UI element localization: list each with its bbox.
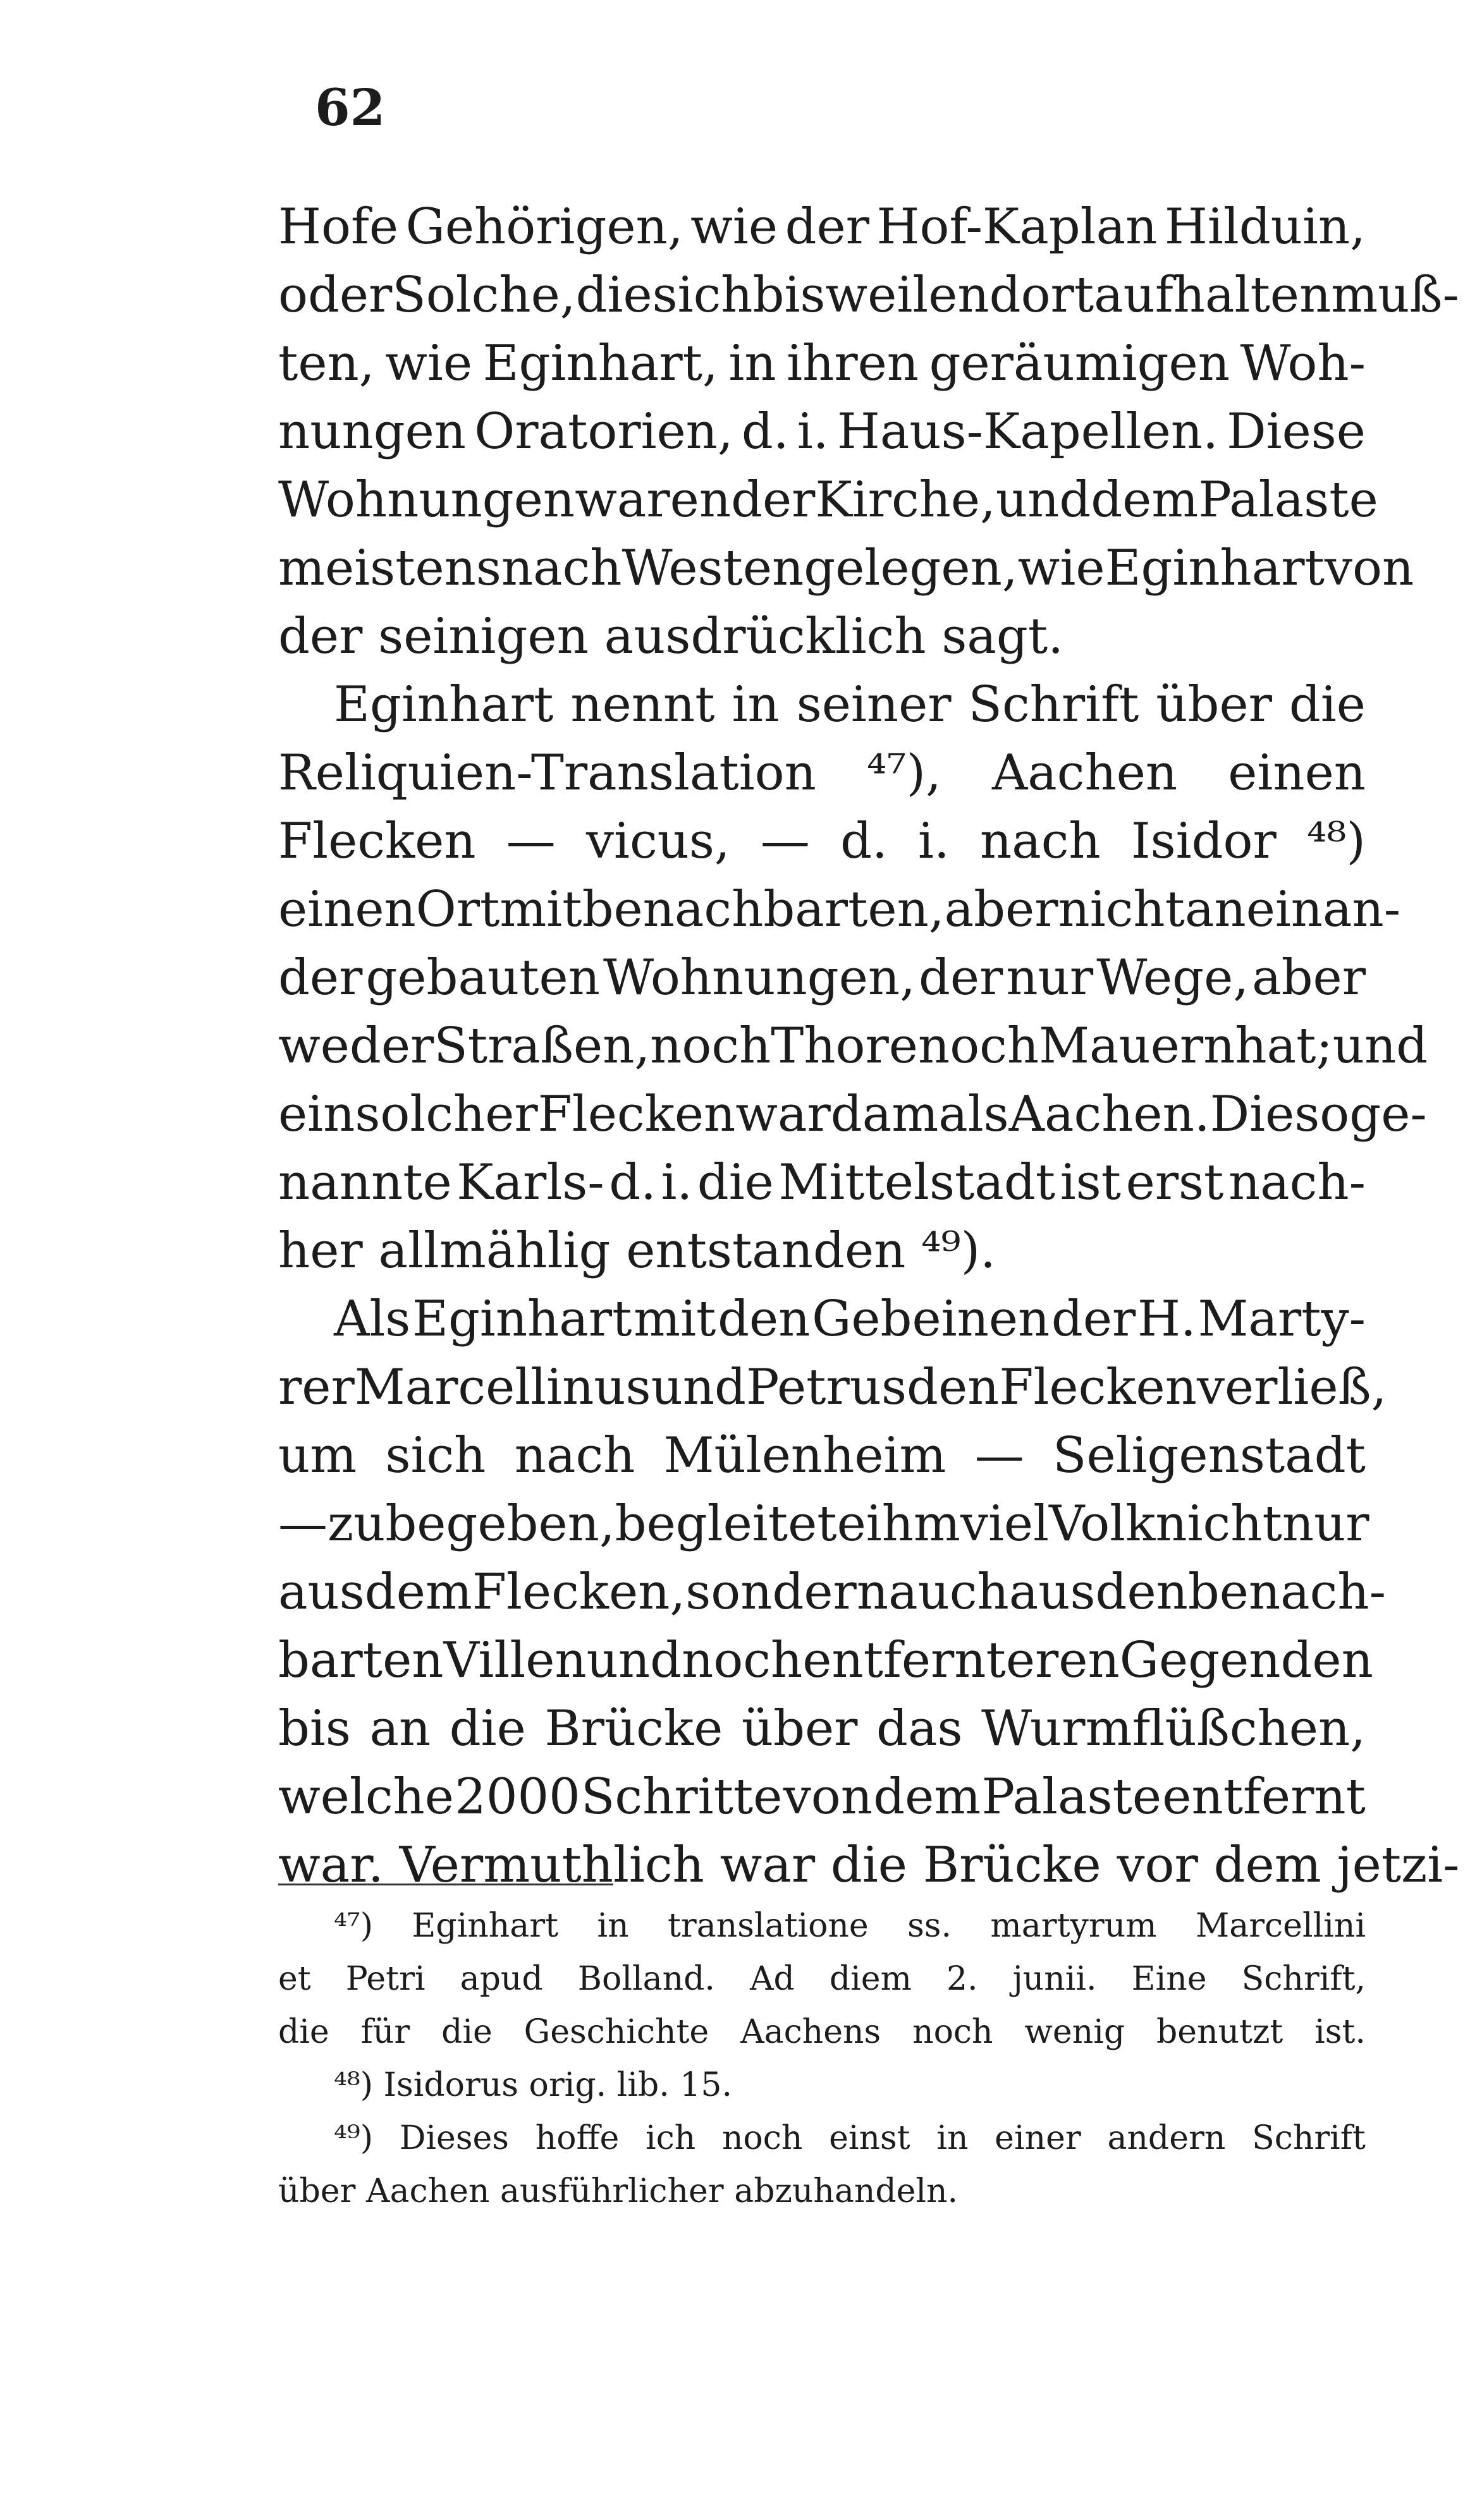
footnote-line: die für die Geschichte Aachens noch wenig benutzt ist. bbox=[278, 2013, 1366, 2051]
text-line: barten Villen und noch entfernteren Gegenden bbox=[278, 1632, 1373, 1689]
footnote-line: ⁴⁸) Isidorus orig. lib. 15. bbox=[334, 2066, 732, 2104]
text-line: rer Marcellinus und Petrus den Flecken verließ, bbox=[278, 1359, 1387, 1416]
text-line: Flecken — vicus, — d. i. nach Isidor ⁴⁸) bbox=[278, 813, 1366, 870]
text-line: ein solcher Flecken war damals Aachen. Die soge- bbox=[278, 1086, 1427, 1143]
body-text bbox=[278, 193, 1460, 1899]
text-line: Reliquien-Translation ⁴⁷), Aachen einen bbox=[278, 745, 1366, 801]
text-line: meistens nach Westen gelegen, wie Eginhart von bbox=[278, 540, 1414, 597]
text-line: bis an die Brücke über das Wurmflüßchen, bbox=[278, 1700, 1366, 1757]
text-line: Hofe Gehörigen, wie der Hof-Kaplan Hilduin, bbox=[278, 198, 1366, 255]
text-line: her allmählig entstanden ⁴⁹). bbox=[278, 1222, 996, 1279]
text-line: welche 2000 Schritte von dem Palaste entfernt bbox=[278, 1768, 1366, 1825]
text-line: nungen Oratorien, d. i. Haus-Kapellen. Diese bbox=[278, 403, 1366, 460]
text-line: Als Eginhart mit den Gebeinen der H. Marty- bbox=[334, 1291, 1366, 1348]
text-line: ten, wie Eginhart, in ihren geräumigen Woh- bbox=[278, 335, 1366, 392]
footnote-divider bbox=[278, 1884, 613, 1885]
footnote-line: et Petri apud Bolland. Ad diem 2. junii. Eine Schrift, bbox=[278, 1960, 1366, 1998]
text-line: — zu begeben, begleitete ihm viel Volk nicht nur bbox=[278, 1495, 1369, 1552]
text-line: aus dem Flecken, sondern auch aus den benach- bbox=[278, 1564, 1386, 1621]
footnote-line: ⁴⁷) Eginhart in translatione ss. martyrum Marcellini bbox=[334, 1907, 1366, 1945]
text-line: nannte Karls- d. i. die Mittelstadt ist erst nach- bbox=[278, 1154, 1366, 1211]
text-line: Eginhart nennt in seiner Schrift über die bbox=[334, 676, 1366, 733]
footnotes bbox=[278, 1899, 1366, 2218]
text-line: der gebauten Wohnungen, der nur Wege, aber bbox=[278, 949, 1366, 1006]
text-line: um sich nach Mülenheim — Seligenstadt bbox=[278, 1427, 1366, 1484]
footnote-line: ⁴⁹) Dieses hoffe ich noch einst in einer andern Schrift bbox=[334, 2119, 1366, 2157]
text-line: oder Solche, die sich bisweilen dort aufhalten muß- bbox=[278, 267, 1459, 324]
text-line: einen Ort mit benachbarten, aber nicht aneinan- bbox=[278, 881, 1401, 938]
page-number: 62 bbox=[315, 78, 386, 137]
text-line: Wohnungen waren der Kirche, und dem Palaste bbox=[278, 472, 1378, 528]
text-line: weder Straßen, noch Thore noch Mauern hat; und bbox=[278, 1018, 1428, 1074]
text-line: der seinigen ausdrücklich sagt. bbox=[278, 608, 1063, 665]
footnote-line: über Aachen ausführlicher abzuhandeln. bbox=[278, 2172, 959, 2210]
text-line: war. Vermuthlich war die Brücke vor dem jetzi- bbox=[278, 1837, 1460, 1894]
